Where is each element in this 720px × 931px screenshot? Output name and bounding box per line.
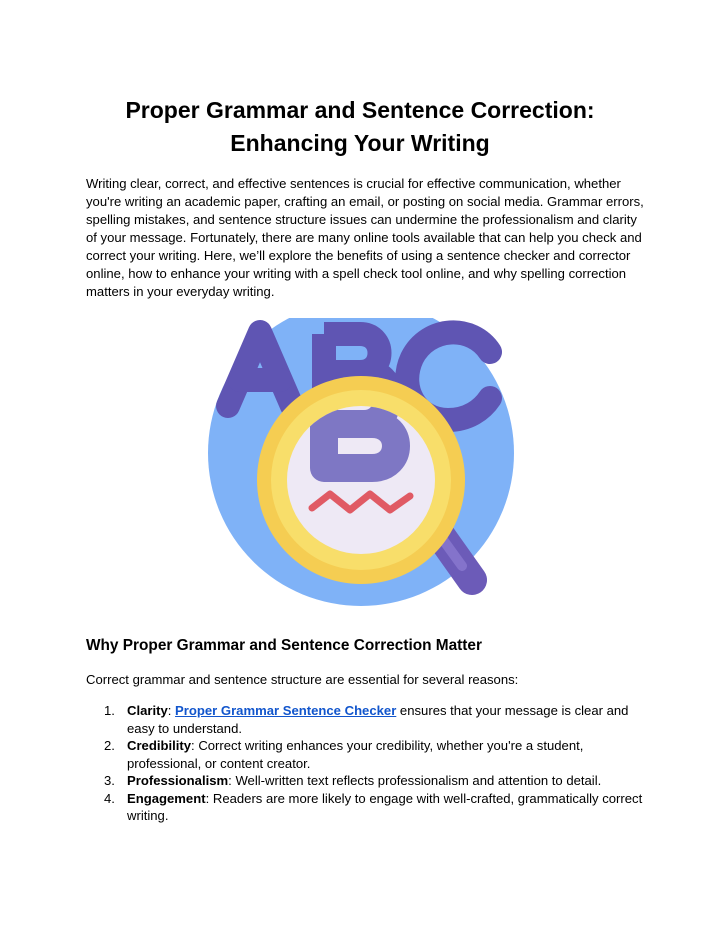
list-number: 4. <box>104 790 115 806</box>
list-separator: : <box>228 773 236 788</box>
title-line-1: Proper Grammar and Sentence Correction: <box>125 97 595 123</box>
list-item <box>86 772 646 790</box>
list-term: Credibility <box>127 738 192 753</box>
list-number: 2. <box>104 738 115 753</box>
page-title <box>60 94 660 160</box>
list-term: Engagement <box>127 790 206 806</box>
abc-magnifier-icon <box>200 318 522 608</box>
list-term: Clarity <box>127 703 168 718</box>
list-item <box>86 790 646 825</box>
list-number: 1. <box>104 703 115 718</box>
list-item <box>86 737 646 772</box>
list-term: Professionalism <box>127 773 229 788</box>
section-lead: Correct grammar and sentence structure are essential for several reasons: <box>86 672 519 687</box>
list-separator: : <box>167 703 176 718</box>
grammar-checker-link[interactable]: Proper Grammar Sentence Checker <box>175 703 397 718</box>
intro-paragraph: Writing clear, correct, and effective sentences is crucial for effective communication, whether you're writing an academic paper, crafting an email, or posting on social media. Grammar errors, spelling mistakes, and sentence structure issues can undermine the professionalism and clarity of your message. Fortunately, there are many online tools available that can help you check and correct your writing. Here, we’ll explore the benefits of using a sentence checker and corrector online, how to enhance your writing with a spell check tool online, and why spelling correction matters in your everyday writing. <box>86 176 644 299</box>
list-separator: : <box>191 738 199 753</box>
section-heading: Why Proper Grammar and Sentence Correction Matter <box>86 637 482 654</box>
list-text: Readers are more likely to engage with well-crafted, grammatically correct writing. <box>127 790 643 823</box>
list-text: Well-written text reflects professionalism and attention to detail. <box>235 773 602 788</box>
title-line-2: Enhancing Your Writing <box>230 130 490 156</box>
list-item <box>86 702 646 737</box>
reasons-list <box>86 702 646 825</box>
list-separator: : <box>205 790 213 806</box>
list-number: 3. <box>104 773 115 788</box>
list-text: Correct writing enhances your credibility, whether you're a student, professional, or content creator. <box>127 738 584 771</box>
list-text: ensures that your message is clear and easy to understand. <box>127 703 629 736</box>
